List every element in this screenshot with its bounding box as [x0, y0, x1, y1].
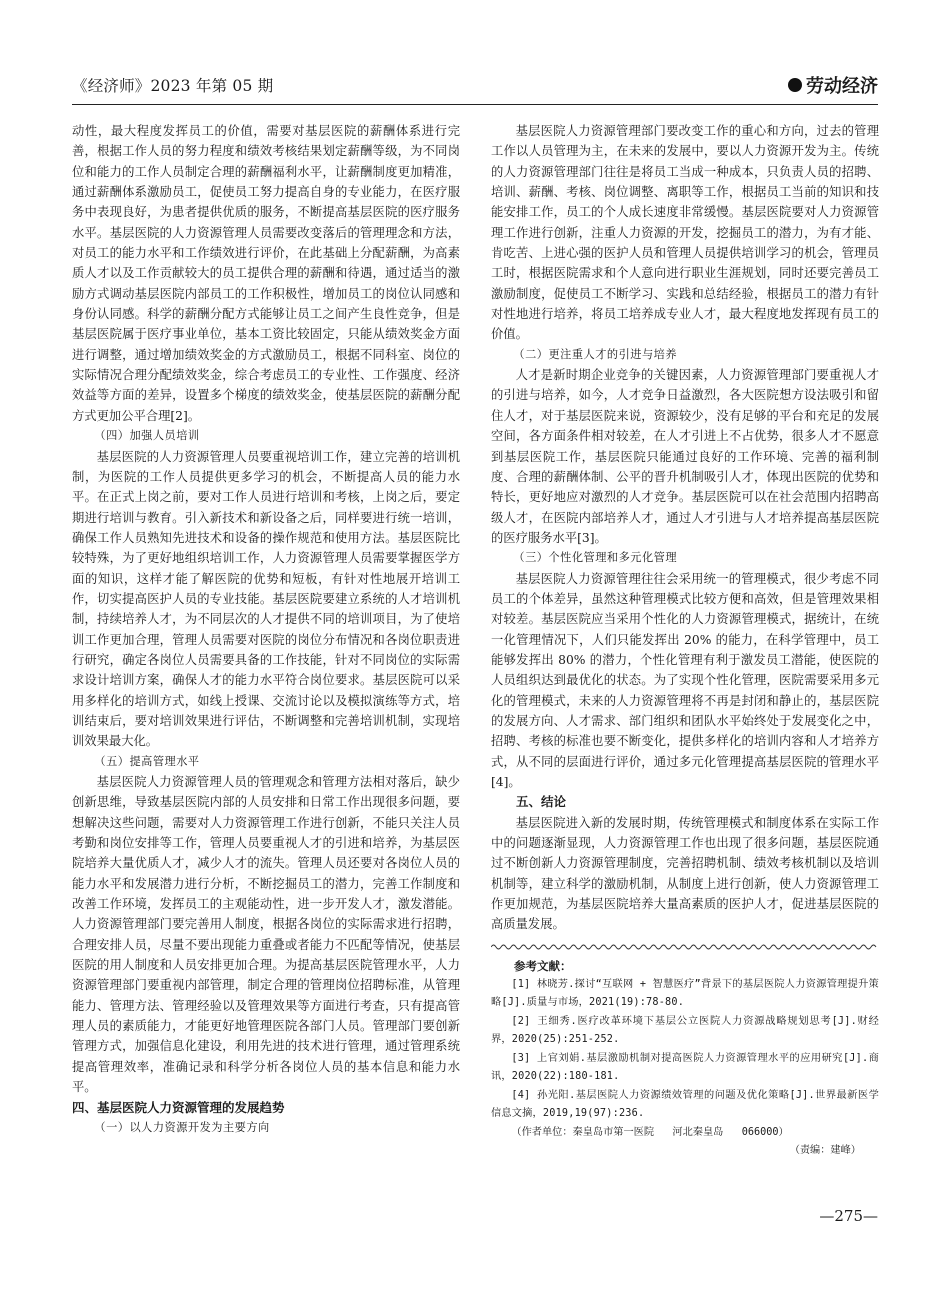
section-header [788, 72, 878, 98]
paragraph: 人才是新时期企业竞争的关键因素，人力资源管理部门要重视人才的引进与培养，如今，人才竞争日益激烈，各大医院想方设法吸引和留住人才，对于基层医院来说，资源较少，没有足够的平台和充足的发展空间，各方面条件相对较差，在人才引进上不占优势，很多人才不愿意到基层医院工作，基层医院只能通过良好的工作环境、完善的福利制度、合理的薪酬体制、公平的晋升机制吸引人才，体现出医院的优势和特长，更好地应对激烈的人才竞争。基层医院可以在社会范围内招聘高级人才，在医院内部培养人才，通过人才引进与人才培养提高基层医院的医疗服务水平[3]。 [491, 368, 879, 545]
right-column [491, 121, 879, 1161]
subsection-title: （四）加强人员培训 [94, 429, 200, 443]
reference-item: [4] 孙光阳.基层医院人力资源绩效管理的问题及优化策略[J].世界最新医学信息文摘，2019,19(97):236. [491, 1089, 879, 1120]
subsection-title: （三）个性化管理和多元化管理 [513, 551, 678, 565]
left-column [72, 121, 460, 1138]
paragraph: 基层医院人力资源管理往往会采用统一的管理模式，很少考虑不同员工的个体差异，虽然这种管理模式比较方便和高效，但是管理效果相对较差。基层医院应当采用个性化的人力资源管理模式，据统计，在统一化管理情况下，人们只能发挥出 20% 的能力，在科学管理中，员工能够发挥出 80% 的潜力，个性化管理有利于激发员工潜能，使医院的人员组织达到最优化的状态。为了实现个性化管理，医院需要采用多元化的管理模式，未来的人力资源管理将不再是封闭和静止的，基层医院的发展方向、人才需求、部门组织和团队水平始终处于发展变化之中，招聘、考核的标准也要不断变化，提供多样化的培训内容和人才培养方式，从不同的层面进行评价，通过多元化管理提高基层医院的管理水平[4]。 [491, 571, 879, 789]
paragraph: 基层医院进入新的发展时期，传统管理模式和制度体系在实际工作中的问题逐渐显现，人力资源管理工作也出现了很多问题，基层医院通过不断创新人力资源管理制度，完善招聘机制、绩效考核机制以及培训机制等，建立科学的激励机制，从制度上进行创新，使人力资源管理工作更加规范，为基层医院培养大量高素质的医护人才，促进基层医院的高质量发展。 [491, 815, 879, 932]
section-heading: 五、结论 [516, 794, 567, 810]
reference-item: [3] 上官刘娟.基层激励机制对提高医院人力资源管理水平的应用研究[J].商讯，2020(22):180-181. [491, 1052, 879, 1083]
author-affiliation: （作者单位：秦皇岛市第一医院 河北秦皇岛 066000） [511, 1126, 789, 1138]
paragraph: 基层医院的人力资源管理人员要重视培训工作，建立完善的培训机制，为医院的工作人员提供更多学习的机会，不断提高人员的能力水平。在正式上岗之前，要对工作人员进行培训和考核，上岗之后，要定期进行培训与教育。引入新技术和新设备之后，同样要进行统一培训，确保工作人员熟知先进技术和设备的操作规范和使用方法。基层医院比较特殊，为了更好地组织培训工作，人力资源管理人员需要掌握医学方面的知识，这样才能了解医院的优势和短板，有针对性地展开培训工作，切实提高医护人员的专业技能。基层医院要建立系统的人才培训机制，持续培养人才，为不同层次的人才提供不同的培训项目，为了使培训工作更加合理，管理人员需要对医院的岗位分布情况和各岗位职责进行研究，确定各岗位人员需要具备的工作技能，针对不同岗位的实际需求设计培训方案，确保人才的能力水平符合岗位要求。基层医院可以采用多样化的培训方式，如线上授课、交流讨论以及模拟演练等方式，培训结束后，要对培训效果进行评估，不断调整和完善培训机制，实现培训效果最大化。 [72, 449, 460, 749]
paragraph: 基层医院人力资源管理人员的管理观念和管理方法相对落后，缺少创新思维，导致基层医院内部的人员安排和日常工作出现很多问题，要想解决这些问题，需要对人力资源管理工作进行创新，不能只关注人员考勤和岗位安排等工作，管理人员要重视人才的引进和培养，为基层医院培养大量优质人才，减少人才的流失。管理人员还要对各岗位人员的能力水平和发展潜力进行分析，不断挖掘员工的潜力，完善工作制度和改善工作环境，发挥员工的主观能动性，进一步开发人才，激发潜能。人力资源管理部门要完善用人制度，根据各岗位的实际需求进行招聘，合理安排人员，尽量不要出现能力重叠或者能力不匹配等情况，使基层医院的用人制度和人员安排更加合理。为提高基层医院管理水平，人力资源管理部门要重视内部管理，制定合理的管理岗位招聘标准，从管理能力、管理方法、管理经验以及管理效果等方面进行考查，只有提高管理人员的素质能力，才能更好地管理医院各部门人员。管理部门要创新管理方式，加强信息化建设，利用先进的技术进行管理，通过管理系统提高管理效率，准确记录和科学分析各岗位人员的基本信息和能力水平。 [72, 775, 460, 1095]
journal-header: 《经济师》2023 年第 05 期 [72, 77, 274, 95]
header-divider [72, 104, 878, 105]
paragraph: 基层医院人力资源管理部门要改变工作的重心和方向，过去的管理工作以人员管理为主，在未来的发展中，要以人力资源开发为主。传统的人力资源管理部门往往是将员工当成一种成本，只负责人员的招聘、培训、薪酬、考核、岗位调整、离职等工作，根据员工当前的知识和技能安排工作，员工的个人成长速度非常缓慢。基层医院要对人力资源管理工作进行创新，注重人力资源的开发，挖掘员工的潜力，为有才能、肯吃苦、上进心强的医护人员和管理人员提供培训学习的机会，管理员工时，根据医院需求和个人意向进行职业生涯规划，同时还要完善员工激励制度，促使员工不断学习、实践和总结经验，根据员工的潜力有针对性地进行培养，将员工培养成专业人才，最大程度地发挥现有员工的价值。 [491, 124, 879, 342]
subsection-title: （一）以人力资源开发为主要方向 [94, 1120, 270, 1134]
references-title: 参考文献： [514, 958, 572, 973]
section-heading: 四、基层医院人力资源管理的发展趋势 [72, 1099, 285, 1115]
section-title: 劳动经济 [806, 76, 878, 97]
subsection-title: （二）更注重人才的引进与培养 [513, 347, 678, 361]
bullet-icon [788, 78, 802, 92]
wavy-divider [491, 943, 879, 951]
page-number: —275— [819, 1207, 878, 1225]
reference-item: [2] 王细秀.医疗改革环境下基层公立医院人力资源战略规划思考[J].财经界，2020(25):251-252. [491, 1015, 879, 1046]
subsection-title: （五）提高管理水平 [94, 754, 200, 768]
paragraph: 动性，最大程度发挥员工的价值，需要对基层医院的薪酬体系进行完善，根据工作人员的努力程度和绩效考核结果划定薪酬等级，为不同岗位和能力的工作人员制定合理的薪酬福利水平，让薪酬制度更加精准，通过薪酬体系激励员工，促使员工努力提高自身的专业能力，在医疗服务中表现良好，为患者提供优质的服务，不断提高基层医院的医疗服务水平。基层医院的人力资源管理人员需要改变落后的管理理念和方法，对员工的能力水平和工作绩效进行评价，在此基础上分配薪酬，为高素质人才以及工作贡献较大的员工提供合理的薪酬和待遇，通过适当的激励方式调动基层医院内部员工的工作积极性，增加员工的岗位认同感和身份认同感。科学的薪酬分配方式能够让员工之间产生良性竞争，但是基层医院属于医疗事业单位，基本工资比较固定，只能从绩效奖金方面进行调整，通过增加绩效奖金的方式激励员工，根据不同科室、岗位的实际情况合理分配绩效奖金，综合考虑员工的专业性、工作强度、经济效益等方面的差异，设置多个梯度的绩效奖金，使基层医院的薪酬分配方式更加公平合理[2]。 [72, 124, 460, 423]
editor-note: （责编：建峰） [789, 1145, 861, 1157]
reference-item: [1] 林晓芳.探讨“互联网 + 智慧医疗”背景下的基层医院人力资源管理提升策略[J].质量与市场，2021(19):78-80. [491, 978, 879, 1009]
